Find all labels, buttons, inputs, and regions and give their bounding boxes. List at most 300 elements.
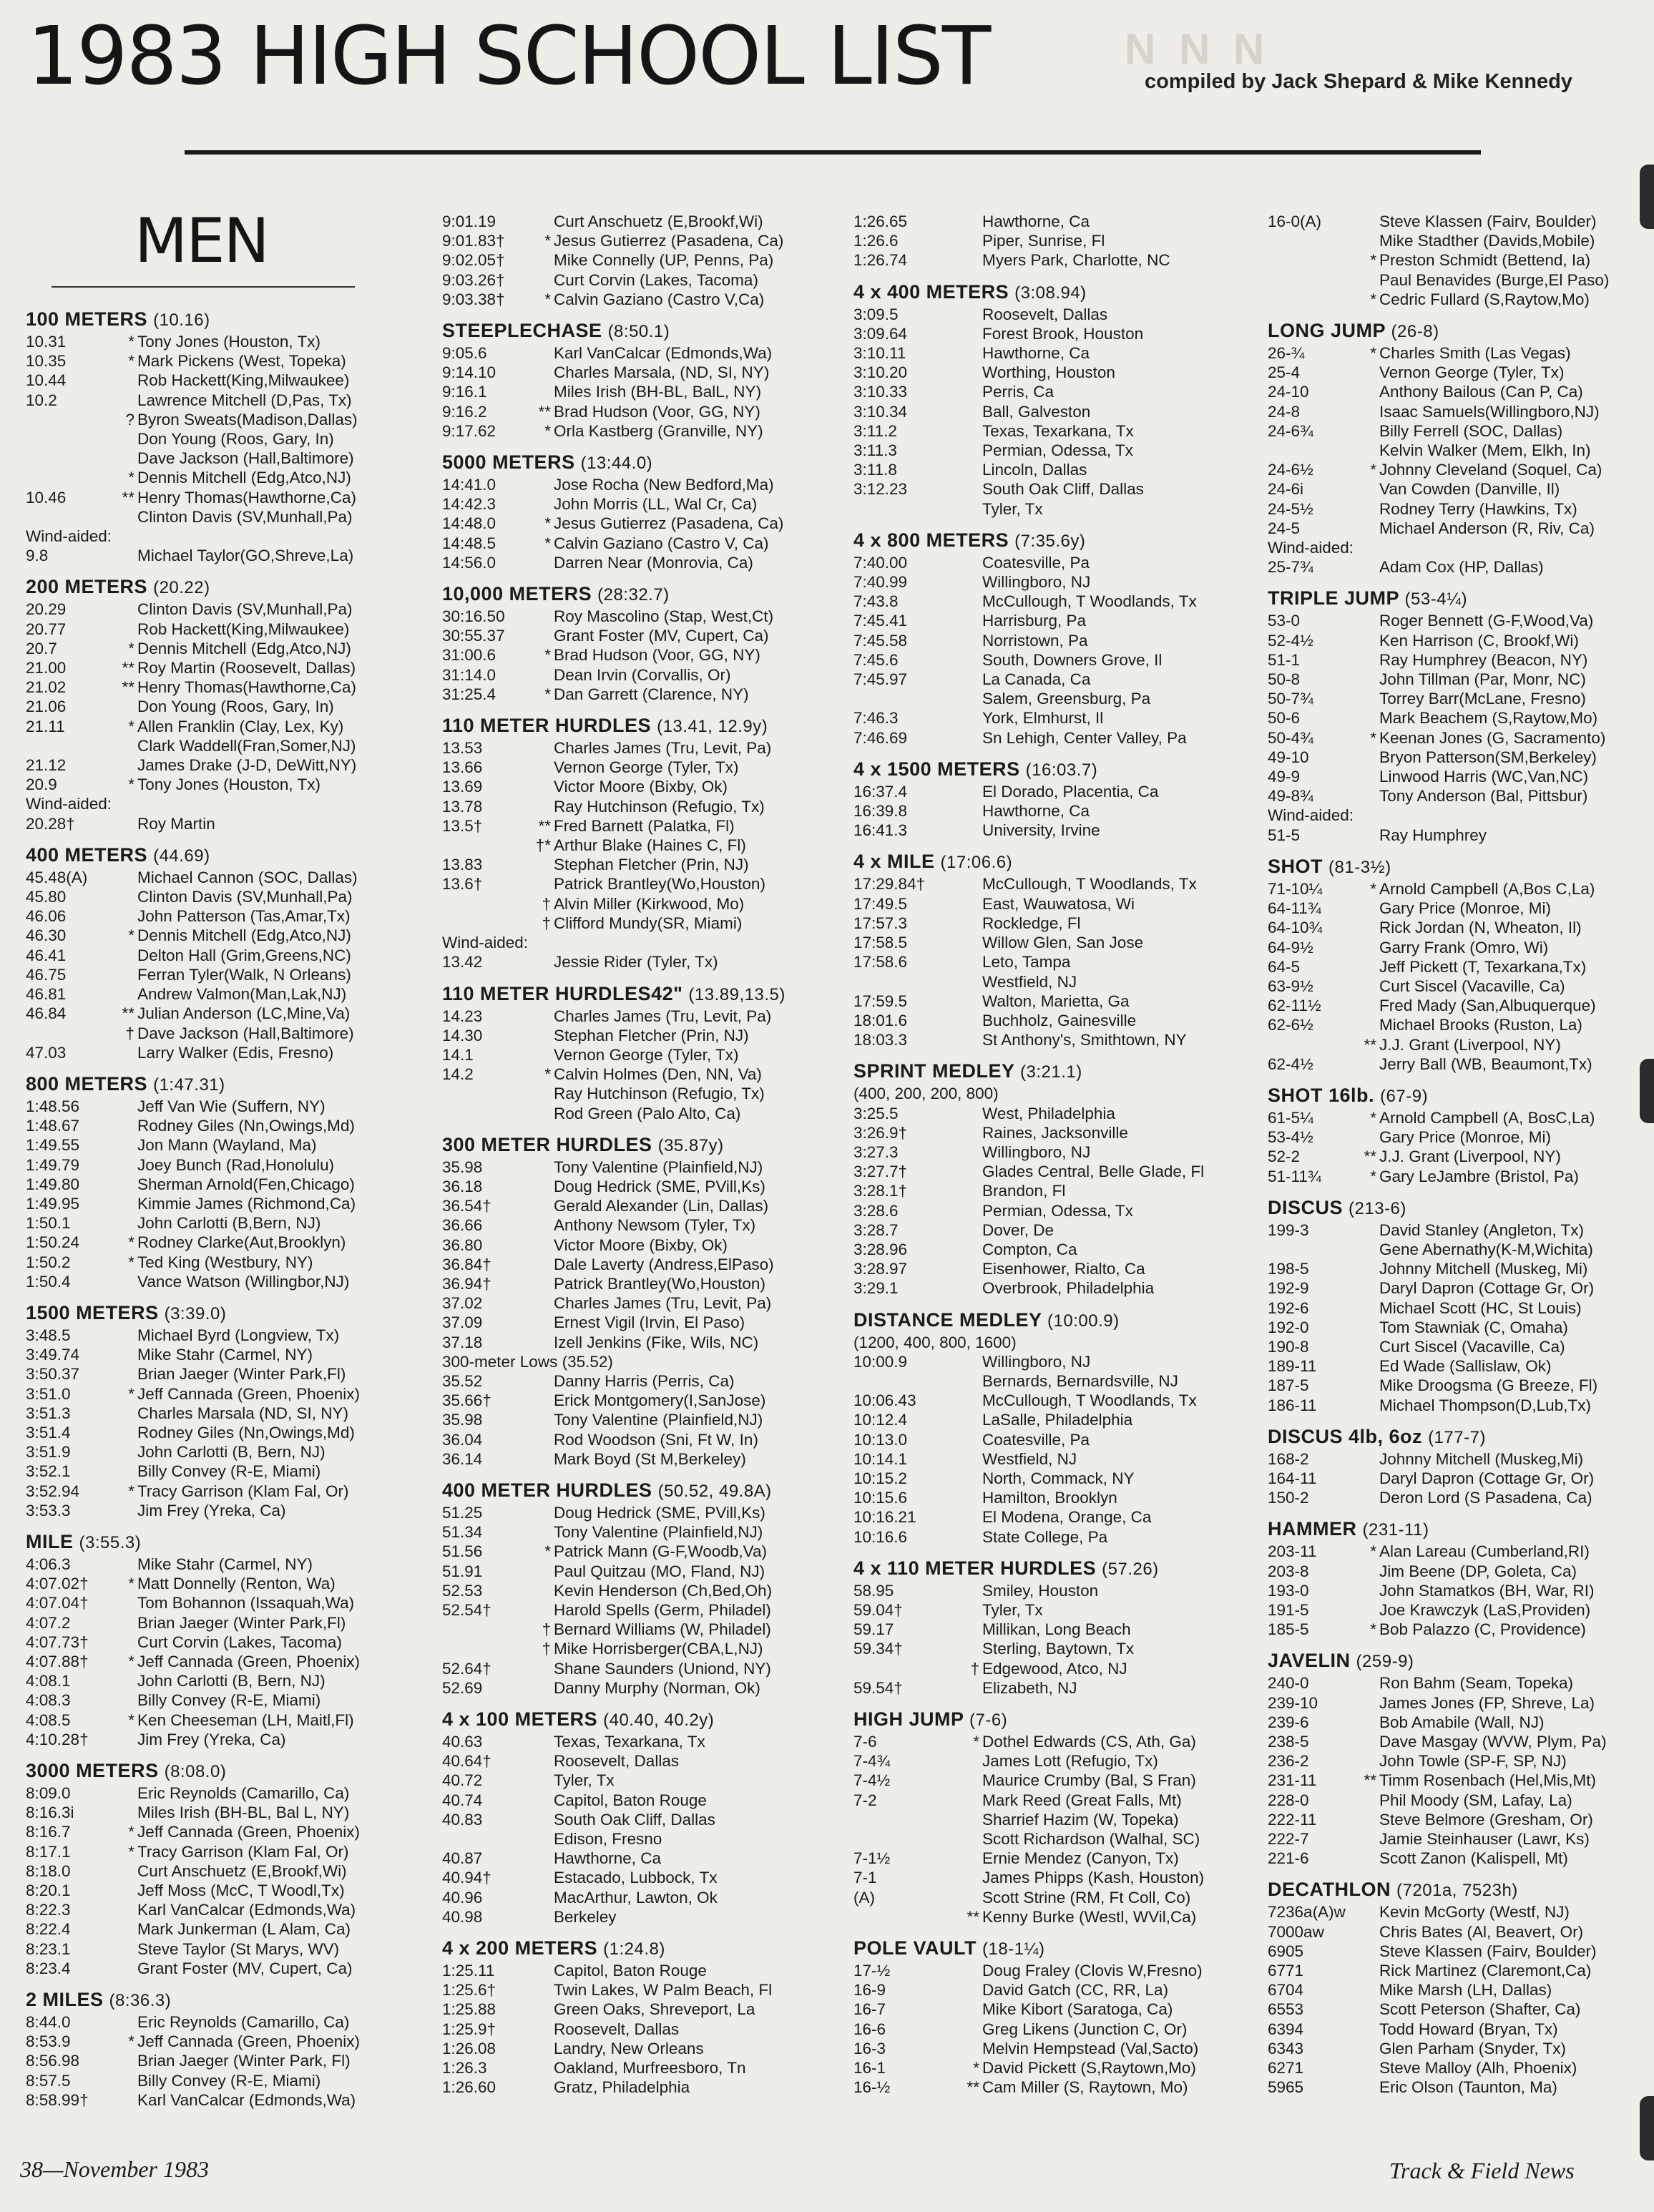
performance-mark: 4:07.04†	[26, 1594, 89, 1612]
performance-mark: 10:13.0	[853, 1430, 908, 1449]
performance-mark: 4:06.3	[26, 1555, 71, 1573]
class-marker: *	[128, 1842, 134, 1861]
performance-mark: 14:48.5	[442, 534, 496, 552]
list-note: Wind-aided:	[442, 934, 529, 952]
event-block	[853, 1310, 1254, 1547]
class-marker	[955, 728, 982, 748]
class-marker	[527, 2078, 554, 2097]
class-marker	[110, 1671, 137, 1690]
performance-mark: 51.56	[442, 1542, 483, 1561]
performance-mark: 16-7	[853, 2000, 886, 2019]
athlete-entry: Patrick Brantley(Wo,Houston)	[554, 1274, 765, 1293]
athlete-entry: John Stamatkos (BH, War, RI)	[1379, 1581, 1595, 1600]
performance-mark: 49-8¾	[1268, 787, 1313, 806]
performance-mark	[442, 914, 527, 933]
performance-mark: 62-11½	[1268, 997, 1321, 1015]
list-item	[26, 371, 426, 390]
class-marker	[527, 1158, 554, 1177]
list-item	[1268, 212, 1647, 231]
event-block	[442, 320, 843, 441]
list-item	[442, 1732, 843, 1751]
list-item	[1268, 363, 1647, 382]
athlete-entry: John Carlotti (B, Bern, NJ)	[137, 1672, 326, 1690]
performance-mark: 52-4½	[1268, 631, 1313, 650]
athlete-entry: Coatesville, Pa	[982, 1430, 1090, 1449]
list-item	[26, 1482, 426, 1501]
list-item	[26, 1364, 426, 1384]
list-item	[26, 1783, 426, 1803]
list-note: Wind-aided:	[26, 527, 112, 546]
list-item	[853, 1810, 1254, 1829]
class-marker	[110, 600, 137, 619]
list-item	[1268, 1035, 1647, 1054]
athlete-entry: Clinton Davis (SV,Munhall,Pa)	[137, 888, 353, 906]
athlete-entry: Rob Hackett(King,Milwaukee)	[137, 620, 350, 638]
list-item	[26, 1842, 426, 1861]
athlete-entry: David Pickett (S,Raytown,Mo)	[982, 2059, 1196, 2078]
class-marker	[527, 1732, 554, 1751]
athlete-entry: Johnny Mitchell (Muskeg, Mi)	[1379, 1260, 1588, 1278]
class-marker	[110, 1116, 137, 1135]
list-item	[853, 2078, 1254, 2097]
list-item	[442, 874, 843, 894]
class-marker	[955, 1371, 982, 1391]
class-marker	[110, 1213, 137, 1233]
class-marker	[955, 670, 982, 689]
athlete-entry: Bob Palazzo (C, Providence)	[1379, 1620, 1586, 1639]
list-item	[853, 914, 1254, 933]
athlete-entry: Kevin Henderson (Ch,Bed,Oh)	[554, 1581, 773, 1600]
list-item	[442, 421, 843, 441]
performance-mark: 4:08.1	[26, 1672, 71, 1690]
class-marker	[1352, 1732, 1379, 1751]
athlete-entry: Preston Schmidt (Bettend, Ia)	[1379, 251, 1591, 270]
class-marker	[1352, 1488, 1379, 1507]
performance-mark: 3:49.74	[26, 1346, 80, 1364]
class-marker	[955, 1123, 982, 1142]
performance-mark	[442, 1620, 527, 1639]
class-marker	[1352, 1693, 1379, 1713]
column-1	[26, 308, 426, 2110]
event-record: (10:00.9)	[1047, 1311, 1120, 1331]
event-record: (16:03.7)	[1025, 760, 1098, 780]
performance-mark	[26, 468, 110, 487]
event-title	[26, 1990, 426, 2011]
athlete-entry: Dan Garrett (Clarence, NY)	[554, 685, 749, 703]
class-marker	[527, 1751, 554, 1771]
list-item	[853, 1829, 1254, 1849]
performance-mark: 50-8	[1268, 670, 1301, 689]
class-marker	[955, 1011, 982, 1030]
performance-mark: 7:45.97	[853, 670, 908, 689]
athlete-entry: John Morris (LL, Wal Cr, Ca)	[554, 495, 758, 514]
athlete-entry: Billy Convey (R-E, Miami)	[137, 1691, 321, 1710]
performance-mark: 192-9	[1268, 1279, 1309, 1298]
list-item	[853, 382, 1254, 401]
performance-mark	[1268, 1035, 1352, 1054]
list-item	[1268, 479, 1647, 499]
event-record: (40.40, 40.2y)	[603, 1711, 715, 1730]
event-title	[1268, 1426, 1647, 1448]
performance-mark	[853, 499, 955, 519]
list-item	[26, 1004, 426, 1023]
athlete-entry: Patrick Mann (G-F,Woodb,Va)	[554, 1542, 768, 1561]
list-item	[442, 1522, 843, 1542]
list-item	[442, 1659, 843, 1678]
athlete-entry: Worthing, Houston	[982, 363, 1115, 382]
event-record: (7:35.6y)	[1014, 531, 1086, 551]
performance-mark	[26, 410, 110, 429]
list-item	[1268, 938, 1647, 957]
class-marker	[955, 460, 982, 479]
list-item	[1268, 1278, 1647, 1298]
performance-mark: 37.18	[442, 1333, 483, 1351]
performance-mark: 10:12.4	[853, 1411, 908, 1429]
athlete-entry: South Oak Cliff, Dallas	[554, 1810, 715, 1829]
class-marker	[1352, 1581, 1379, 1600]
athlete-entry: Greg Likens (Junction C, Or)	[982, 2020, 1188, 2038]
athlete-entry: J.J. Grant (Liverpool, NY)	[1379, 1147, 1561, 1166]
athlete-entry: Harold Spells (Germ, Philadel)	[554, 1600, 771, 1619]
class-marker: *	[128, 717, 134, 735]
performance-mark: 61-5¼	[1268, 1108, 1313, 1127]
class-marker	[110, 887, 137, 906]
athlete-entry: Arnold Campbell (A,Bos C,La)	[1379, 879, 1595, 898]
list-item	[853, 421, 1254, 441]
performance-mark: 185-5	[1268, 1620, 1309, 1639]
class-marker: *	[128, 775, 134, 794]
performance-mark: 1:50.1	[26, 1214, 71, 1233]
athlete-entry: Sn Lehigh, Center Valley, Pa	[982, 728, 1187, 747]
athlete-entry: Dave Masgay (WVW, Plym, Pa)	[1379, 1733, 1607, 1751]
class-marker	[1352, 1849, 1379, 1868]
athlete-entry: Michael Thompson(D,Lub,Tx)	[1379, 1396, 1591, 1414]
athlete-entry: James Phipps (Kash, Houston)	[982, 1869, 1205, 1887]
athlete-entry: Jessie Rider (Tyler, Tx)	[554, 953, 718, 972]
athlete-entry: Doug Fraley (Clovis W,Fresno)	[982, 1962, 1203, 1980]
performance-mark: 8:17.1	[26, 1842, 71, 1861]
athlete-entry: Mark Junkerman (L Alam, Ca)	[137, 1920, 351, 1939]
athlete-entry: Vernon George (Tyler, Tx)	[554, 1045, 739, 1064]
class-marker	[955, 2039, 982, 2058]
athlete-entry: Curt Siscel (Vacaville, Ca)	[1379, 977, 1565, 995]
class-marker	[955, 1620, 982, 1639]
athlete-entry: South, Downers Grove, Il	[982, 650, 1163, 669]
list-item	[1268, 290, 1647, 309]
performance-mark: 16-9	[853, 1981, 886, 2000]
class-marker	[527, 738, 554, 758]
performance-mark: 40.98	[442, 1907, 483, 1926]
list-item	[442, 1907, 843, 1927]
event-record: (7-6)	[969, 1711, 1008, 1730]
athlete-entry: Rod Woodson (Sni, Ft W, In)	[554, 1430, 758, 1449]
event-record: (8:36.3)	[109, 1991, 172, 2011]
list-item	[442, 494, 843, 514]
list-item	[442, 894, 843, 914]
class-marker	[110, 1803, 137, 1822]
class-marker	[955, 2000, 982, 2019]
athlete-entry: Salem, Greensburg, Pa	[982, 690, 1151, 708]
list-item	[442, 2039, 843, 2058]
performance-mark: 35.98	[442, 1411, 483, 1429]
list-item	[1268, 767, 1647, 786]
athlete-entry: Dean Irvin (Corvallis, Or)	[554, 665, 731, 684]
athlete-entry: Victor Moore (Bixby, Ok)	[554, 778, 728, 796]
athlete-entry: Stephan Fletcher (Prin, NJ)	[554, 1026, 749, 1044]
performance-mark	[26, 449, 110, 468]
athlete-entry: Steve Malloy (Alh, Phoenix)	[1379, 2059, 1577, 2078]
list-item	[26, 1803, 426, 1822]
performance-mark: 51-1	[1268, 650, 1301, 669]
athlete-entry: Leto, Tampa	[982, 953, 1071, 972]
list-item	[1268, 1961, 1647, 1980]
performance-mark: 1:25.88	[442, 2000, 496, 2019]
athlete-entry: Charles Marsala, (ND, SI, NY)	[554, 363, 770, 382]
performance-mark: 14:42.3	[442, 495, 496, 514]
class-marker	[527, 1293, 554, 1313]
class-marker	[527, 1255, 554, 1274]
performance-mark: 3:28.6	[853, 1201, 899, 1220]
class-marker	[1352, 2000, 1379, 2019]
event-record: (10.16)	[153, 310, 210, 330]
event-name: 10,000 METERS	[442, 583, 592, 605]
event-name: 300 METER HURDLES	[442, 1133, 652, 1155]
class-marker	[955, 992, 982, 1011]
event-block	[442, 1709, 843, 1927]
performance-mark: 10:16.6	[853, 1527, 908, 1546]
event-name: TRIPLE JUMP	[1268, 587, 1399, 610]
event-block	[1268, 1085, 1647, 1186]
performance-mark: 3:09.5	[853, 305, 899, 323]
performance-mark: 238-5	[1268, 1733, 1309, 1751]
performance-mark: 191-5	[1268, 1600, 1309, 1619]
event-title	[442, 584, 843, 605]
performance-mark: 8:44.0	[26, 2013, 71, 2032]
performance-mark: 7:45.41	[853, 612, 908, 630]
class-marker	[955, 1678, 982, 1698]
performance-mark: 9.8	[26, 547, 49, 565]
athlete-entry: Alvin Miller (Kirkwood, Mo)	[554, 894, 745, 913]
performance-mark: 14:48.0	[442, 514, 496, 533]
list-item	[26, 887, 426, 906]
class-marker	[527, 363, 554, 382]
list-item	[1268, 826, 1647, 845]
list-item	[442, 382, 843, 401]
performance-mark: 58.95	[853, 1581, 894, 1600]
class-marker	[1352, 363, 1379, 382]
class-marker	[955, 402, 982, 421]
athlete-entry: Billy Convey (R-E, Miami)	[137, 1462, 321, 1481]
athlete-entry: Erick Montgomery(I,SanJose)	[554, 1391, 766, 1410]
class-marker	[527, 1961, 554, 1980]
list-item	[1268, 499, 1647, 519]
athlete-entry: Bernards, Bernardsville, NJ	[982, 1371, 1178, 1390]
athlete-entry: Stephan Fletcher (Prin, NJ)	[554, 856, 749, 874]
athlete-entry: Jeff Pickett (T, Texarkana,Tx)	[1379, 957, 1587, 976]
class-marker: *	[973, 2059, 979, 2078]
list-item	[442, 1158, 843, 1177]
class-marker	[1352, 938, 1379, 957]
class-marker	[110, 1939, 137, 1959]
athlete-entry: Jim Beene (DP, Goleta, Ca)	[1379, 1562, 1577, 1580]
athlete-entry: Roy Mascolino (Stap, West,Ct)	[554, 607, 774, 626]
athlete-entry: Jeff Van Wie (Suffern, NY)	[137, 1097, 326, 1115]
performance-mark: 64-9½	[1268, 938, 1313, 956]
athlete-entry: Jose Rocha (New Bedford,Ma)	[554, 476, 774, 494]
class-marker: **	[1364, 1147, 1376, 1166]
class-marker	[955, 1142, 982, 1162]
performance-mark: 9:14.10	[442, 363, 496, 382]
list-item	[1268, 421, 1647, 441]
list-item	[26, 1730, 426, 1749]
performance-mark: 1:26.08	[442, 2039, 496, 2057]
class-marker	[110, 1442, 137, 1462]
athlete-entry: Eric Reynolds (Camarillo, Ca)	[137, 2013, 350, 2032]
performance-mark: 8:23.1	[26, 1939, 71, 1958]
list-item	[26, 546, 426, 565]
athlete-entry: Landry, New Orleans	[554, 2039, 704, 2057]
list-item	[1268, 1829, 1647, 1849]
athlete-entry: Dennis Mitchell (Edg,Atco,NJ)	[137, 639, 351, 657]
class-marker	[1352, 899, 1379, 918]
list-item	[442, 1600, 843, 1620]
class-marker	[527, 777, 554, 796]
list-item	[853, 592, 1254, 611]
athlete-entry: Jeff Cannada (Green, Phoenix)	[137, 1384, 361, 1403]
performance-mark: 3:51.3	[26, 1404, 71, 1422]
event-title	[1268, 588, 1647, 610]
performance-mark: 40.72	[442, 1771, 483, 1790]
performance-mark: 8:53.9	[26, 2032, 71, 2051]
event-block	[26, 1761, 426, 1978]
performance-mark	[1268, 270, 1352, 290]
athlete-entry: Darren Near (Monrovia, Ca)	[554, 553, 753, 572]
list-item	[442, 1215, 843, 1235]
athlete-entry: Raines, Jacksonville	[982, 1123, 1128, 1142]
event-name: HAMMER	[1268, 1518, 1357, 1540]
class-marker	[110, 1404, 137, 1423]
performance-mark: 4:10.28†	[26, 1730, 89, 1748]
performance-mark: 10.35	[26, 352, 67, 371]
list-item	[1268, 1449, 1647, 1469]
athlete-entry: Brian Jaeger (Winter Park,Fl)	[137, 1613, 346, 1632]
athlete-entry: John Towle (SP-F, SP, NJ)	[1379, 1752, 1567, 1771]
athlete-entry: Alan Lareau (Cumberland,RI)	[1379, 1542, 1590, 1561]
class-marker	[1352, 402, 1379, 421]
performance-mark: 16-6	[853, 2020, 886, 2038]
performance-mark: 20.29	[26, 600, 67, 619]
list-item	[442, 2078, 843, 2097]
event-record: (13.89,13.5)	[688, 984, 786, 1004]
performance-mark: 6905	[1268, 1942, 1304, 1960]
list-item	[853, 441, 1254, 460]
performance-mark: 16:41.3	[853, 821, 908, 840]
list-item	[442, 1196, 843, 1215]
athlete-entry: Walton, Marietta, Ga	[982, 992, 1130, 1010]
list-item	[1268, 2039, 1647, 2058]
class-marker	[1352, 519, 1379, 538]
class-marker	[1352, 767, 1379, 786]
bleed-through-text: N N N	[1125, 25, 1271, 73]
list-item	[442, 270, 843, 290]
performance-mark: 4:08.5	[26, 1711, 71, 1729]
list-item	[26, 620, 426, 639]
class-marker	[955, 499, 982, 519]
athlete-entry: Melvin Hempstead (Val,Sacto)	[982, 2039, 1199, 2057]
class-marker	[1352, 708, 1379, 728]
list-item	[1268, 1620, 1647, 1639]
athlete-entry: Dave Jackson (Hall,Baltimore)	[137, 1024, 354, 1042]
event-title	[26, 845, 426, 866]
class-marker	[110, 1326, 137, 1345]
list-item	[442, 1771, 843, 1790]
list-item	[442, 2000, 843, 2019]
class-marker	[955, 1639, 982, 1658]
performance-mark: 1:48.67	[26, 1117, 80, 1135]
class-marker	[955, 363, 982, 382]
event-name: 400 METER HURDLES	[442, 1479, 652, 1501]
list-item	[853, 1220, 1254, 1240]
event-record: (3:08.94)	[1014, 283, 1087, 303]
athlete-entry: Rob Hackett(King,Milwaukee)	[137, 371, 350, 390]
list-item	[442, 1868, 843, 1887]
event-title	[853, 1938, 1254, 1959]
performance-mark: 17:49.5	[853, 894, 908, 913]
class-marker: *	[544, 232, 551, 250]
performance-mark: 40.96	[442, 1888, 483, 1907]
class-marker	[1352, 611, 1379, 630]
event-block	[853, 851, 1254, 1049]
class-marker	[527, 2000, 554, 2019]
class-marker	[955, 914, 982, 933]
performance-mark: 4:07.02†	[26, 1575, 89, 1593]
performance-mark: 1:26.6	[853, 232, 899, 250]
performance-mark: 9:01.19	[442, 212, 496, 230]
class-marker: *	[128, 333, 134, 351]
class-marker	[527, 2039, 554, 2058]
class-marker	[1352, 1278, 1379, 1298]
athlete-entry: Clinton Davis (SV,Munhall,Pa)	[137, 600, 353, 619]
class-marker	[527, 1810, 554, 1829]
performance-mark: 8:57.5	[26, 2071, 71, 2090]
class-marker	[110, 965, 137, 984]
athlete-entry: Westfield, NJ	[982, 972, 1077, 991]
binder-tab	[1640, 1059, 1654, 1123]
class-marker	[110, 449, 137, 468]
event-block	[853, 759, 1254, 841]
list-item	[853, 553, 1254, 572]
list-item	[1268, 631, 1647, 650]
performance-mark	[853, 1907, 955, 1927]
performance-mark: 203-11	[1268, 1542, 1317, 1561]
athlete-entry: Clark Waddell(Fran,Somer,NJ)	[137, 736, 356, 755]
class-marker: †	[125, 1024, 134, 1042]
athlete-entry: Scott Peterson (Shafter, Ca)	[1379, 2000, 1581, 2019]
list-item	[853, 2020, 1254, 2039]
athlete-entry: Van Cowden (Danville, Il)	[1379, 480, 1560, 499]
class-marker	[110, 946, 137, 965]
athlete-entry: Mike Connelly (UP, Penns, Pa)	[554, 251, 774, 270]
list-item	[853, 611, 1254, 630]
list-item	[26, 868, 426, 887]
athlete-entry: Eric Reynolds (Camarillo, Ca)	[137, 1784, 350, 1802]
list-item	[26, 984, 426, 1004]
list-note: Wind-aided:	[26, 795, 112, 813]
athlete-entry: John Patterson (Tas,Amar,Tx)	[137, 907, 351, 926]
list-item	[442, 1177, 843, 1196]
performance-mark: 63-9½	[1268, 977, 1313, 995]
list-item	[853, 343, 1254, 363]
